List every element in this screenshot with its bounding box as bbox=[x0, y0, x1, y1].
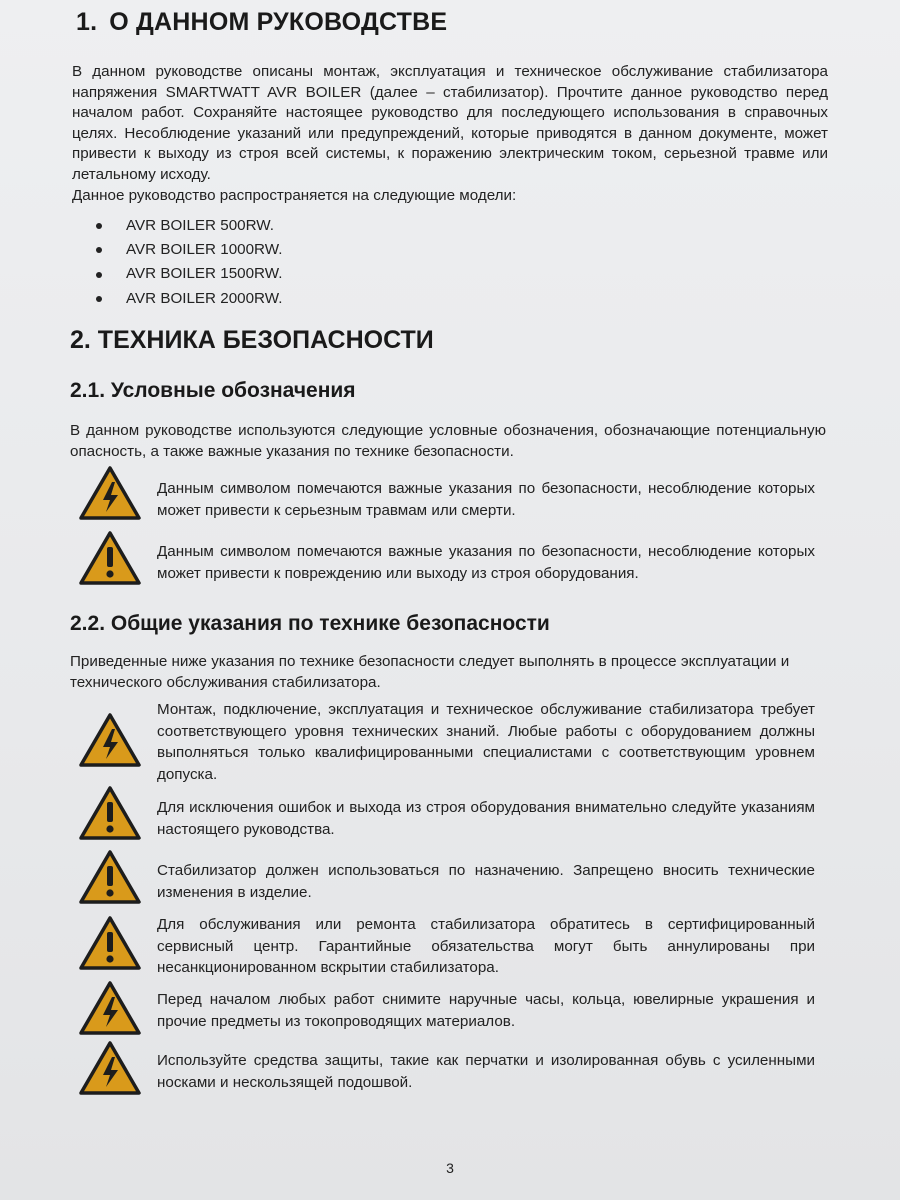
high-voltage-warning-icon bbox=[78, 1040, 142, 1096]
list-item: AVR BOILER 2000RW. bbox=[96, 287, 282, 311]
safety-item-3-text: Стабилизатор должен использоваться по назначению. Запрещено вносить технические изменения в изделие. bbox=[157, 862, 815, 901]
exclamation-warning-icon bbox=[78, 849, 142, 905]
bullet-icon bbox=[96, 296, 102, 302]
subsection-2-1-intro: В данном руководстве используются следующие условные обозначения, обозначающие потенциальную опасность, а также важные указания по технике безопасности. bbox=[70, 422, 826, 460]
subsection-2-2-title: 2.2. Общие указания по технике безопасности bbox=[70, 612, 550, 635]
safety-item-5-text: Перед началом любых работ снимите наручные часы, кольца, ювелирные украшения и прочие предметы из токопроводящих материалов. bbox=[157, 991, 815, 1030]
safety-item-6-text: Используйте средства защиты, такие как перчатки и изолированная обувь с усиленными носками и нескользящей подошвой. bbox=[157, 1052, 815, 1091]
symbol-2-text: Данным символом помечаются важные указания по безопасности, несоблюдение которых может привести к повреждению или выходу из строя оборудования. bbox=[157, 543, 815, 582]
exclamation-warning-icon bbox=[78, 785, 142, 841]
subsection-2-1-title: 2.1. Условные обозначения bbox=[70, 379, 356, 402]
list-item: AVR BOILER 1500RW. bbox=[96, 262, 282, 286]
section-1-intro-paragraph: В данном руководстве описаны монтаж, эксплуатация и техническое обслуживание стабилизатора напряжения SMARTWATT AVR BOILER (далее – стабилизатор). Прочтите данное руководство перед началом работ. Сохраняйте настоящее руководство для последующего использования в справочных целях. Несоблюдение указаний или предупреждений, которые приводятся в данном документе, может привести к выходу из строя всей системы, к поражению электрическим током, серьезной травме или летальному исходу. bbox=[72, 63, 828, 183]
list-item: AVR BOILER 1000RW. bbox=[96, 238, 282, 262]
safety-item-4-text: Для обслуживания или ремонта стабилизатора обратитесь в сертифицированный сервисный центр. Гарантийные обязательства могут быть аннулированы при несанкционированном вскрытии стабилизатора. bbox=[157, 916, 815, 977]
models-intro-paragraph: Данное руководство распространяется на следующие модели: bbox=[72, 187, 517, 204]
page-number: 3 bbox=[446, 1160, 454, 1176]
bullet-icon bbox=[96, 223, 102, 229]
section-1-heading: О ДАННОМ РУКОВОДСТВЕ bbox=[109, 8, 448, 36]
models-list bbox=[96, 214, 282, 311]
bullet-icon bbox=[96, 272, 102, 278]
section-1-title bbox=[76, 8, 447, 37]
high-voltage-warning-icon bbox=[78, 465, 142, 521]
section-2-title: 2. ТЕХНИКА БЕЗОПАСНОСТИ bbox=[70, 326, 434, 354]
list-item: AVR BOILER 500RW. bbox=[96, 214, 282, 238]
symbol-1-text: Данным символом помечаются важные указания по безопасности, несоблюдение которых может привести к серьезным травмам или смерти. bbox=[157, 480, 815, 519]
subsection-2-2-intro: Приведенные ниже указания по технике безопасности следует выполнять в процессе эксплуатации и технического обслуживания стабилизатора. bbox=[70, 653, 790, 691]
safety-item-1-text: Монтаж, подключение, эксплуатация и техническое обслуживание стабилизатора требует соответствующего уровня технических знаний. Любые работы с оборудованием должны выполняться только квалифицированными специалистами с соответствующим уровнем допуска. bbox=[157, 701, 815, 783]
exclamation-warning-icon bbox=[78, 915, 142, 971]
high-voltage-warning-icon bbox=[78, 712, 142, 768]
bullet-icon bbox=[96, 247, 102, 253]
section-1-number: 1. bbox=[76, 8, 98, 36]
exclamation-warning-icon bbox=[78, 530, 142, 586]
safety-item-2-text: Для исключения ошибок и выхода из строя оборудования внимательно следуйте указаниям настоящего руководства. bbox=[157, 799, 815, 838]
high-voltage-warning-icon bbox=[78, 980, 142, 1036]
